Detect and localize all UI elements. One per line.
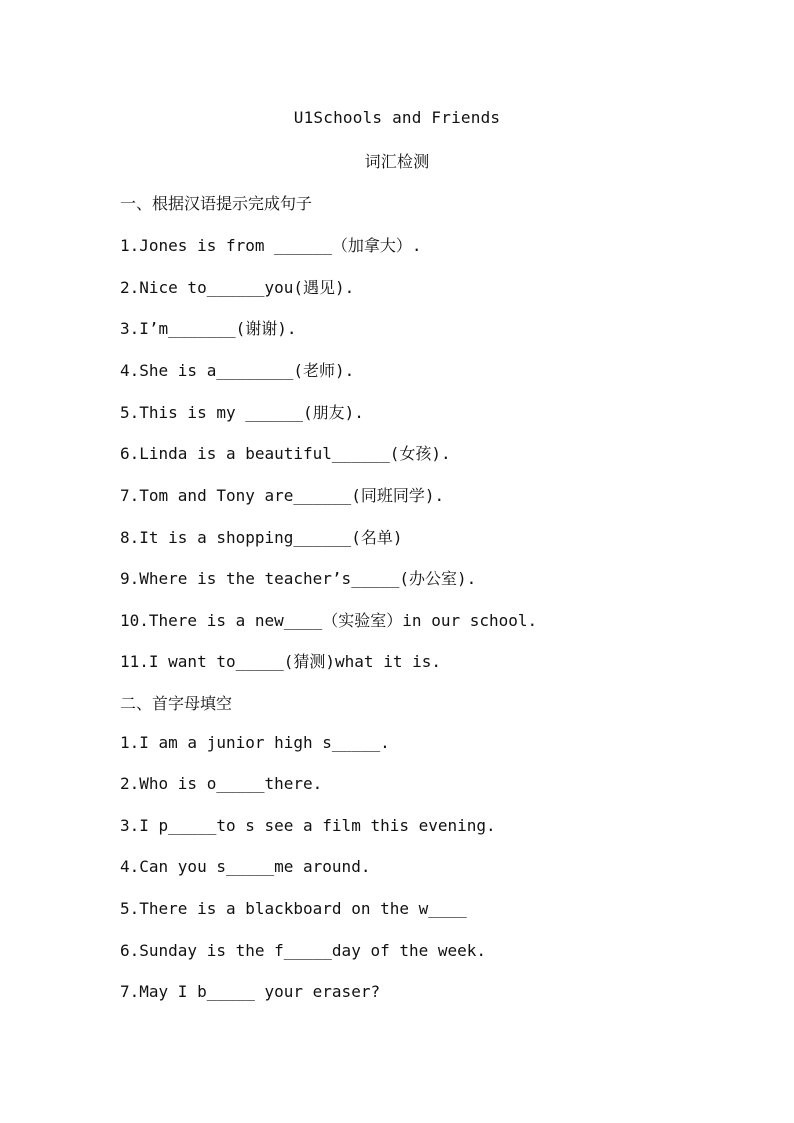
section-heading-chinese-hints: 一、根据汉语提示完成句子 <box>120 194 313 213</box>
exercise-item: 6.Linda is a beautiful______(女孩). <box>120 444 451 463</box>
exercise-item: 4.Can you s_____me around. <box>120 857 371 876</box>
exercise-item: 1.Jones is from ______（加拿大）. <box>120 236 422 255</box>
exercise-item: 10.There is a new____（实验室）in our school. <box>120 611 538 630</box>
exercise-item: 3.I’m_______(谢谢). <box>120 319 297 338</box>
exercise-item: 4.She is a________(老师). <box>120 361 355 380</box>
exercise-item: 7.May I b_____ your eraser? <box>120 982 381 1001</box>
exercise-item: 7.Tom and Tony are______(同班同学). <box>120 486 445 505</box>
exercise-item: 2.Who is o_____there. <box>120 774 323 793</box>
exercise-item: 5.This is my ______(朋友). <box>120 403 364 422</box>
page-title: U1Schools and Friends <box>293 108 501 127</box>
section-heading-first-letter: 二、首字母填空 <box>120 694 233 713</box>
exercise-item: 9.Where is the teacher’s_____(办公室). <box>120 569 477 588</box>
exercise-item: 8.It is a shopping______(名单) <box>120 528 403 547</box>
page-subtitle: 词汇检测 <box>364 152 430 171</box>
exercise-item: 6.Sunday is the f_____day of the week. <box>120 941 487 960</box>
exercise-item: 1.I am a junior high s_____. <box>120 733 390 752</box>
exercise-item: 5.There is a blackboard on the w____ <box>120 899 467 918</box>
exercise-item: 3.I p_____to s see a film this evening. <box>120 816 496 835</box>
exercise-item: 2.Nice to______you(遇见). <box>120 278 355 297</box>
exercise-item: 11.I want to_____(猜测)what it is. <box>120 652 441 671</box>
